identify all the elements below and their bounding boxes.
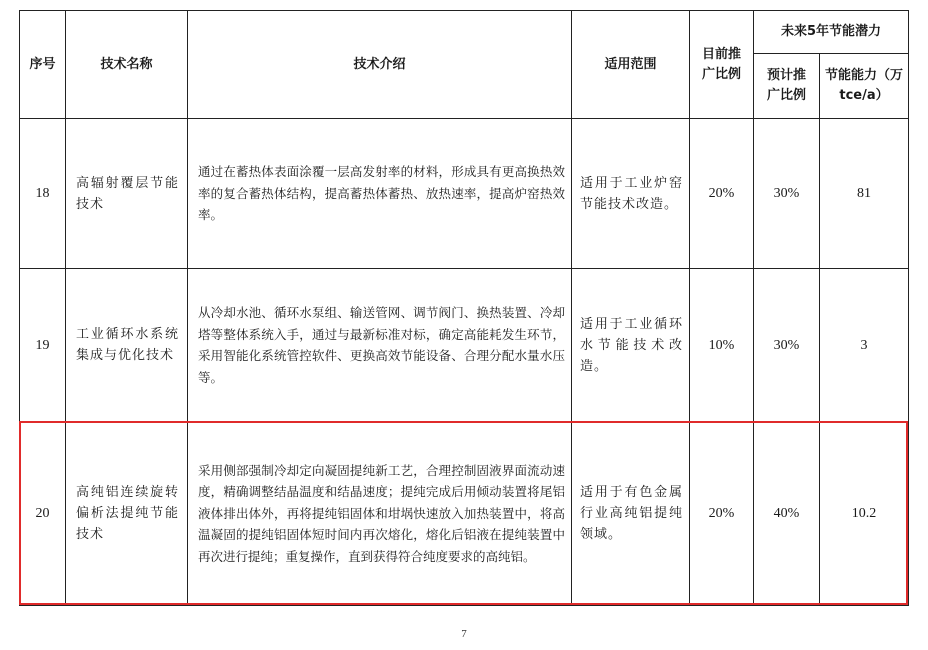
header-future-potential: 未来5年节能潜力 bbox=[754, 11, 909, 54]
row-tech-intro: 通过在蓄热体表面涂覆一层高发射率的材料，形成具有更高换热效率的复合蓄热体结构，提高蓄热体蓄热、放热速率，提高炉窑热效率。 bbox=[188, 119, 572, 269]
row-current-ratio: 20% bbox=[690, 119, 754, 269]
row-seq: 20 bbox=[20, 422, 66, 606]
header-scope: 适用范围 bbox=[572, 11, 690, 119]
table-row bbox=[20, 119, 909, 269]
row-tech-name: 高纯铝连续旋转偏析法提纯节能技术 bbox=[66, 422, 188, 606]
row-capacity: 3 bbox=[820, 269, 909, 422]
energy-saving-tech-table bbox=[19, 10, 909, 606]
header-tech-name: 技术名称 bbox=[66, 11, 188, 119]
row-expected-ratio: 40% bbox=[754, 422, 820, 606]
header-current-ratio: 目前推广比例 bbox=[690, 11, 754, 119]
page-number: 7 bbox=[461, 628, 467, 640]
row-tech-name: 高辐射覆层节能技术 bbox=[66, 119, 188, 269]
header-tech-intro: 技术介绍 bbox=[188, 11, 572, 119]
table-row bbox=[20, 269, 909, 422]
row-tech-intro: 从冷却水池、循环水泵组、输送管网、调节阀门、换热装置、冷却塔等整体系统入手，通过与最新标准对标，确定高能耗发生环节，采用智能化系统管控软件、更换高效节能设备、合理分配水量水压等。 bbox=[188, 269, 572, 422]
row-capacity: 81 bbox=[820, 119, 909, 269]
row-current-ratio: 20% bbox=[690, 422, 754, 606]
row-scope: 适用于工业炉窑节能技术改造。 bbox=[572, 119, 690, 269]
row-seq: 19 bbox=[20, 269, 66, 422]
header-expected-ratio: 预计推广比例 bbox=[754, 54, 820, 119]
row-tech-intro: 采用侧部强制冷却定向凝固提纯新工艺，合理控制固液界面流动速度，精确调整结晶温度和结晶速度；提纯完成后用倾动装置将尾铝液体排出体外，再将提纯铝固体和坩埚快速放入加热装置中，将高温凝固的提纯铝固体短时间内再次熔化，熔化后铝液在提纯装置中再次进行提纯；重复操作，直到获得符合纯度要求的高纯铝。 bbox=[188, 422, 572, 606]
row-expected-ratio: 30% bbox=[754, 269, 820, 422]
row-current-ratio: 10% bbox=[690, 269, 754, 422]
row-tech-name: 工业循环水系统集成与优化技术 bbox=[66, 269, 188, 422]
header-capacity: 节能能力（万 tce/a） bbox=[820, 54, 909, 119]
header-seq: 序号 bbox=[20, 11, 66, 119]
table-row-highlighted bbox=[20, 422, 909, 606]
row-scope: 适用于有色金属行业高纯铝提纯领域。 bbox=[572, 422, 690, 606]
row-scope: 适用于工业循环水节能技术改造。 bbox=[572, 269, 690, 422]
row-seq: 18 bbox=[20, 119, 66, 269]
row-capacity: 10.2 bbox=[820, 422, 909, 606]
row-expected-ratio: 30% bbox=[754, 119, 820, 269]
